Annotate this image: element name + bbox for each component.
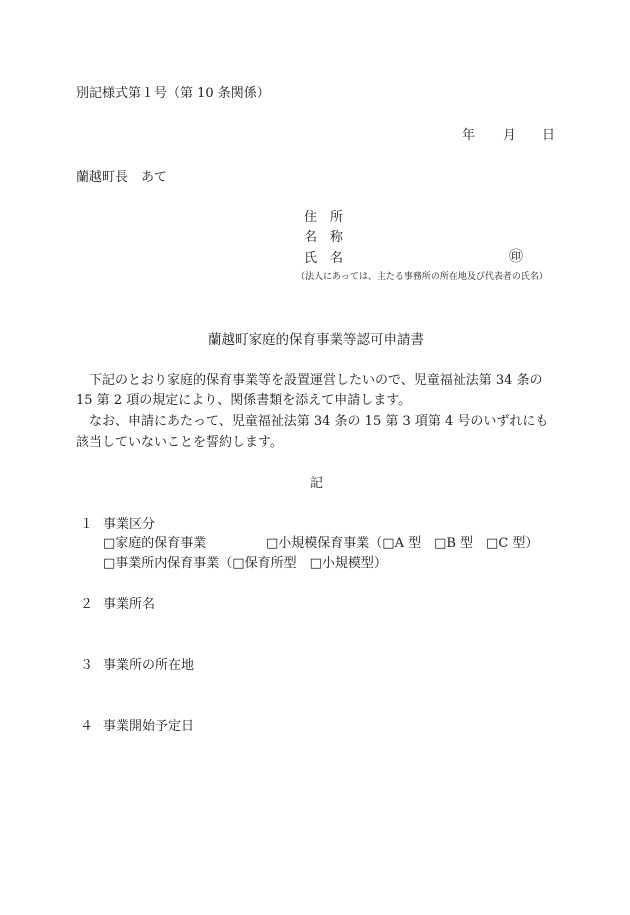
- applicant-name-label: 名 称: [304, 230, 344, 245]
- date-day-label: 日: [542, 128, 556, 143]
- item-2-number: ２: [80, 597, 94, 612]
- option-katei-hoiku[interactable]: □家庭的保育事業: [103, 536, 207, 551]
- form-id: 別記様式第１号（第 10 条関係）: [76, 86, 270, 101]
- applicant-note: （法人にあっては、主たる事務所の所在地及び代表者の氏名）: [296, 272, 548, 282]
- date-month-label: 月: [503, 128, 517, 143]
- applicant-person-label: 氏 名: [304, 251, 344, 266]
- seal-mark-icon: ㊞: [509, 249, 523, 265]
- body-line-1: 下記のとおり家庭的保育事業等を設置運営したいので、児童福祉法第 34 条の: [76, 373, 543, 388]
- item-2-label: 事業所名: [103, 597, 156, 612]
- item-1-option-row-1: [103, 532, 538, 551]
- item-3-number: ３: [80, 658, 94, 673]
- addressee: 蘭越町長 あて: [76, 170, 168, 185]
- item-4-label: 事業開始予定日: [103, 719, 195, 734]
- date-year-label: 年: [462, 128, 476, 143]
- applicant-address-label: 住 所: [304, 210, 344, 225]
- body-line-3: なお、申請にあたって、児童福祉法第 34 条の 15 第 3 項第 4 号のいずれにも: [76, 414, 549, 429]
- item-3-label: 事業所の所在地: [103, 658, 195, 673]
- body-line-4: 該当していないことを誓約します。: [76, 435, 283, 450]
- ki-heading: 記: [310, 476, 324, 491]
- option-jigyosho-nai-hoiku[interactable]: □事業所内保育事業（□保育所型 □小規模型）: [103, 556, 387, 571]
- option-shokibo-hoiku[interactable]: □小規模保育事業（□A 型 □B 型 □C 型）: [266, 536, 539, 551]
- body-line-2: 15 第 2 項の規定により、関係書類を添えて申請します。: [76, 393, 412, 408]
- item-1-number: １: [80, 517, 94, 532]
- item-4-number: ４: [80, 719, 94, 734]
- item-1-label: 事業区分: [103, 517, 156, 532]
- document-title: 蘭越町家庭的保育事業等認可申請書: [208, 332, 424, 348]
